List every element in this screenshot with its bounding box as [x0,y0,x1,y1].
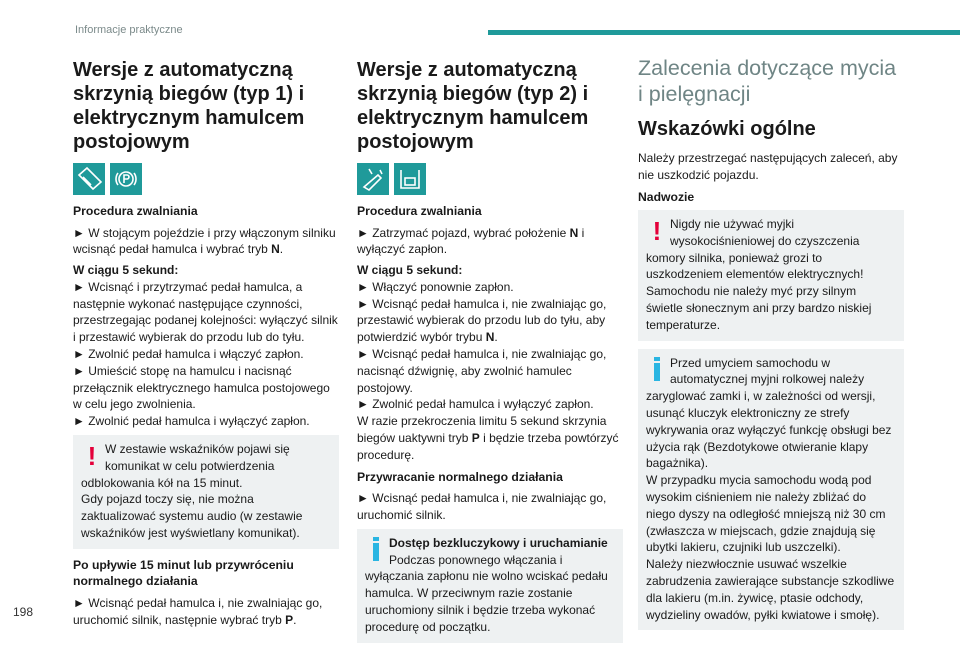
text-run: . [279,242,284,257]
text-run: i wyłączyć zapłon. [357,225,585,257]
bold-text: P [285,612,294,627]
text-run: ► Włączyć ponownie zapłon. ► Wcisnąć pedał hamulca i, nie zwalniając go, przestawić wybierak do przodu lub do tyłu, aby potwierdzić wybór trybu [357,279,607,345]
paragraph [357,225,623,259]
subsection-heading: Po upływie 15 minut lub przywróceniu normalnego działania [73,557,294,589]
paragraph [73,262,339,430]
paragraph [73,225,339,259]
note-text: Nigdy nie używać myjki wysokociśnieniowej do czyszczenia komory silnika, ponieważ grozi to uszkodzeniem elementów elektrycznych! Samochodu nie należy myć przy silnym świetle słonecznym ani przy bardzo niskiej temperaturze. [646,217,872,332]
info-icon [646,355,668,387]
note-text: Podczas ponownego włączania i wyłączania zapłonu nie wolno wciskać pedału hamulca. W przeciwnym razie zostanie uruchomiony silnik i będzie trzeba wykonać procedurę od początku. [365,552,608,634]
subsection-heading: Procedura zwalniania [357,204,482,218]
bold-text: N [271,242,280,257]
icon-row [357,163,623,195]
gear-selector-icon [73,163,105,195]
paragraph [357,490,623,524]
section-header: Informacje praktyczne [75,24,183,36]
column-automatic-type-1 [73,58,339,632]
bold-text: W ciągu 5 sekund: [357,263,463,278]
icon-row [73,163,339,195]
subsection-heading: Nadwozie [638,189,695,204]
note-text: Przed umyciem samochodu w automatycznej myjni rolkowej należy zaryglować zamki i, w zależności od wersji, usunąć kluczyk elektroniczny ze strefy wykrywania oraz wyłączyć funkcję obsługi bez użycia rąk (Bezdotykowe otwieranie klapy bagażnika). W przypadku mycia samochodu wodą pod wysokim ciśnieniem nie należy zbliżać do niego dyszy na odległość mniejszą niż 30 cm (zwłaszcza w miejscach, gdzie znajdują się ubytki lakieru, czujniki lub uszczelki). Należy niezwłocznie usuwać wszelkie zabrudzenia zawierające substancje szkodliwe dla lakieru (m.in. żywicę, ptasie odchody, wydzieliny owadów, pyłki kwiatowe i smołę). [646,355,895,622]
section-heading: Wersje z automatyczną skrzynią biegów (typ 1) i elektrycznym hamulcem postojowym [73,59,305,153]
text-run: ► Zatrzymać pojazd, wybrać położenie [357,225,570,240]
chapter-title: Zalecenia dotyczące mycia i pielęgnacji [638,56,897,106]
text-run: i będzie trzeba powtórzyć procedurę. [357,431,619,462]
subsection-heading: Przywracanie normalnego działania [357,469,563,484]
text-run: . [293,612,297,627]
text-run: Należy przestrzegać następujących zaleceń, aby nie uszkodzić pojazdu. [638,151,898,182]
section-heading: Wskazówki ogólne [638,118,816,140]
info-note [357,529,623,643]
paragraph [73,595,339,629]
warning-note [73,435,339,549]
warning-note [638,210,904,341]
info-note [638,349,904,631]
text-run: ► Wcisnąć pedał hamulca i, nie zwalniając go, uruchomić silnik, następnie wybrać tryb [73,595,323,627]
parking-brake-lever-icon [394,163,426,195]
bold-text: N [485,330,495,345]
warning-icon: ! [652,216,662,247]
header-accent-bar [488,30,960,35]
note-title: Dostęp bezkluczykowy i uruchamianie [389,535,608,550]
text-run: ► Wcisnąć i przytrzymać pedał hamulca, a następnie wykonać następujące czynności, przestrzegając podanej kolejności: wyłączyć silnik i przestawić wybierak do przodu lub do tyłu. ► Zwolnić pedał hamulca i włączyć zapłon. ► Umieścić stopę na hamulcu i nacisnąć przełącznik elektrycznego hamulca postojowego w celu jego zwolnienia. ► Zwolnić pedał hamulca i wyłączyć zapłon. [73,279,338,429]
gear-lever-icon [357,163,389,195]
text-run: ► W stojącym pojeździe i przy włączonym silniku wcisnąć pedał hamulca i wybrać tryb [73,225,336,257]
column-automatic-type-2 [357,58,623,651]
text-run: . ► Wcisnąć pedał hamulca i, nie zwalniając go, nacisnąć dźwignię, aby zwolnić hamulec postojowy. ► Zwolnić pedał hamulca i wyłączyć zapłon. W razie przekroczenia limitu 5 sekund skrzynia biegów uaktywni tryb [357,330,607,446]
electric-parking-brake-icon [110,163,142,195]
bold-text: P [471,431,480,446]
paragraph [638,150,904,184]
warning-icon: ! [87,441,97,472]
section-heading: Wersje z automatyczną skrzynią biegów (typ 2) i elektrycznym hamulcem postojowym [357,59,589,153]
page-number: 198 [13,605,34,619]
subsection-heading: Procedura zwalniania [73,204,198,218]
text-run: ► Wcisnąć pedał hamulca i, nie zwalniając go, uruchomić silnik. [357,491,607,522]
note-text: W zestawie wskaźników pojawi się komunikat w celu potwierdzenia odblokowania kół na 15 minut. Gdy pojazd toczy się, nie można zaktualizować systemu audio (w zestawie wskaźników jest wyświetlany komunikat). [81,442,303,541]
column-washing-care [638,55,904,638]
bold-text: N [569,225,579,240]
bold-text: W ciągu 5 sekund: [73,263,179,278]
paragraph [357,262,623,464]
info-icon [365,535,387,567]
